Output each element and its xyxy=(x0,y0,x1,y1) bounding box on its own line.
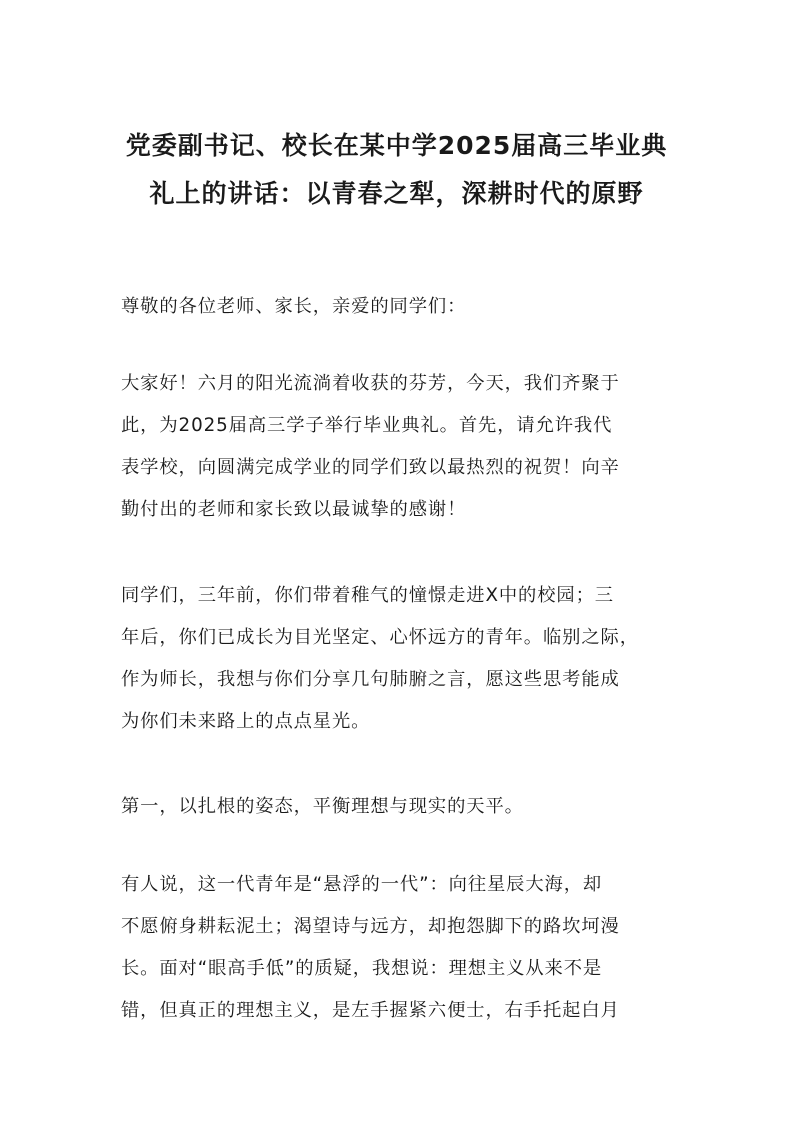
body-paragraph xyxy=(121,864,676,1032)
paragraph-line: 同学们，三年前，你们带着稚气的憧憬走进X中的校园；三 xyxy=(121,585,614,606)
paragraph-line: 为你们未来路上的点点星光。 xyxy=(121,711,371,732)
paragraph-line: 作为师长，我想与你们分享几句肺腑之言，愿这些思考能成 xyxy=(121,669,620,690)
paragraph-line: 尊敬的各位老师、家长，亲爱的同学们： xyxy=(121,296,467,317)
salutation-paragraph xyxy=(121,286,676,328)
paragraph-line: 第一，以扎根的姿态，平衡理想与现实的天平。 xyxy=(121,796,524,817)
title-line: 党委副书记、校长在某中学2025届高三毕业典 xyxy=(125,131,668,160)
paragraph-line: 大家好！六月的阳光流淌着收获的芬芳，今天，我们齐聚于 xyxy=(121,373,620,394)
intro-paragraph xyxy=(121,575,676,743)
paragraph-line: 长。面对“眼高手低”的质疑，我想说：理想主义从来不是 xyxy=(121,958,603,979)
paragraph-line: 错，但真正的理想主义，是左手握紧六便士，右手托起白月 xyxy=(121,1000,620,1021)
title-line: 礼上的讲话：以青春之犁，深耕时代的原野 xyxy=(149,179,644,208)
paragraph-line: 此，为2025届高三学子举行毕业典礼。首先，请允许我代 xyxy=(121,415,613,436)
paragraph-line: 年后，你们已成长为目光坚定、心怀远方的青年。临别之际， xyxy=(121,627,639,648)
paragraph-line: 表学校，向圆满完成学业的同学们致以最热烈的祝贺！向辛 xyxy=(121,457,620,478)
document-title xyxy=(110,122,683,218)
paragraph-line: 勤付出的老师和家长致以最诚挚的感谢！ xyxy=(121,499,467,520)
greeting-paragraph xyxy=(121,363,676,531)
paragraph-line: 有人说，这一代青年是“悬浮的一代”：向往星辰大海，却 xyxy=(121,874,603,895)
section-heading-1 xyxy=(121,786,676,828)
paragraph-line: 不愿俯身耕耘泥土；渴望诗与远方，却抱怨脚下的路坎坷漫 xyxy=(121,916,620,937)
